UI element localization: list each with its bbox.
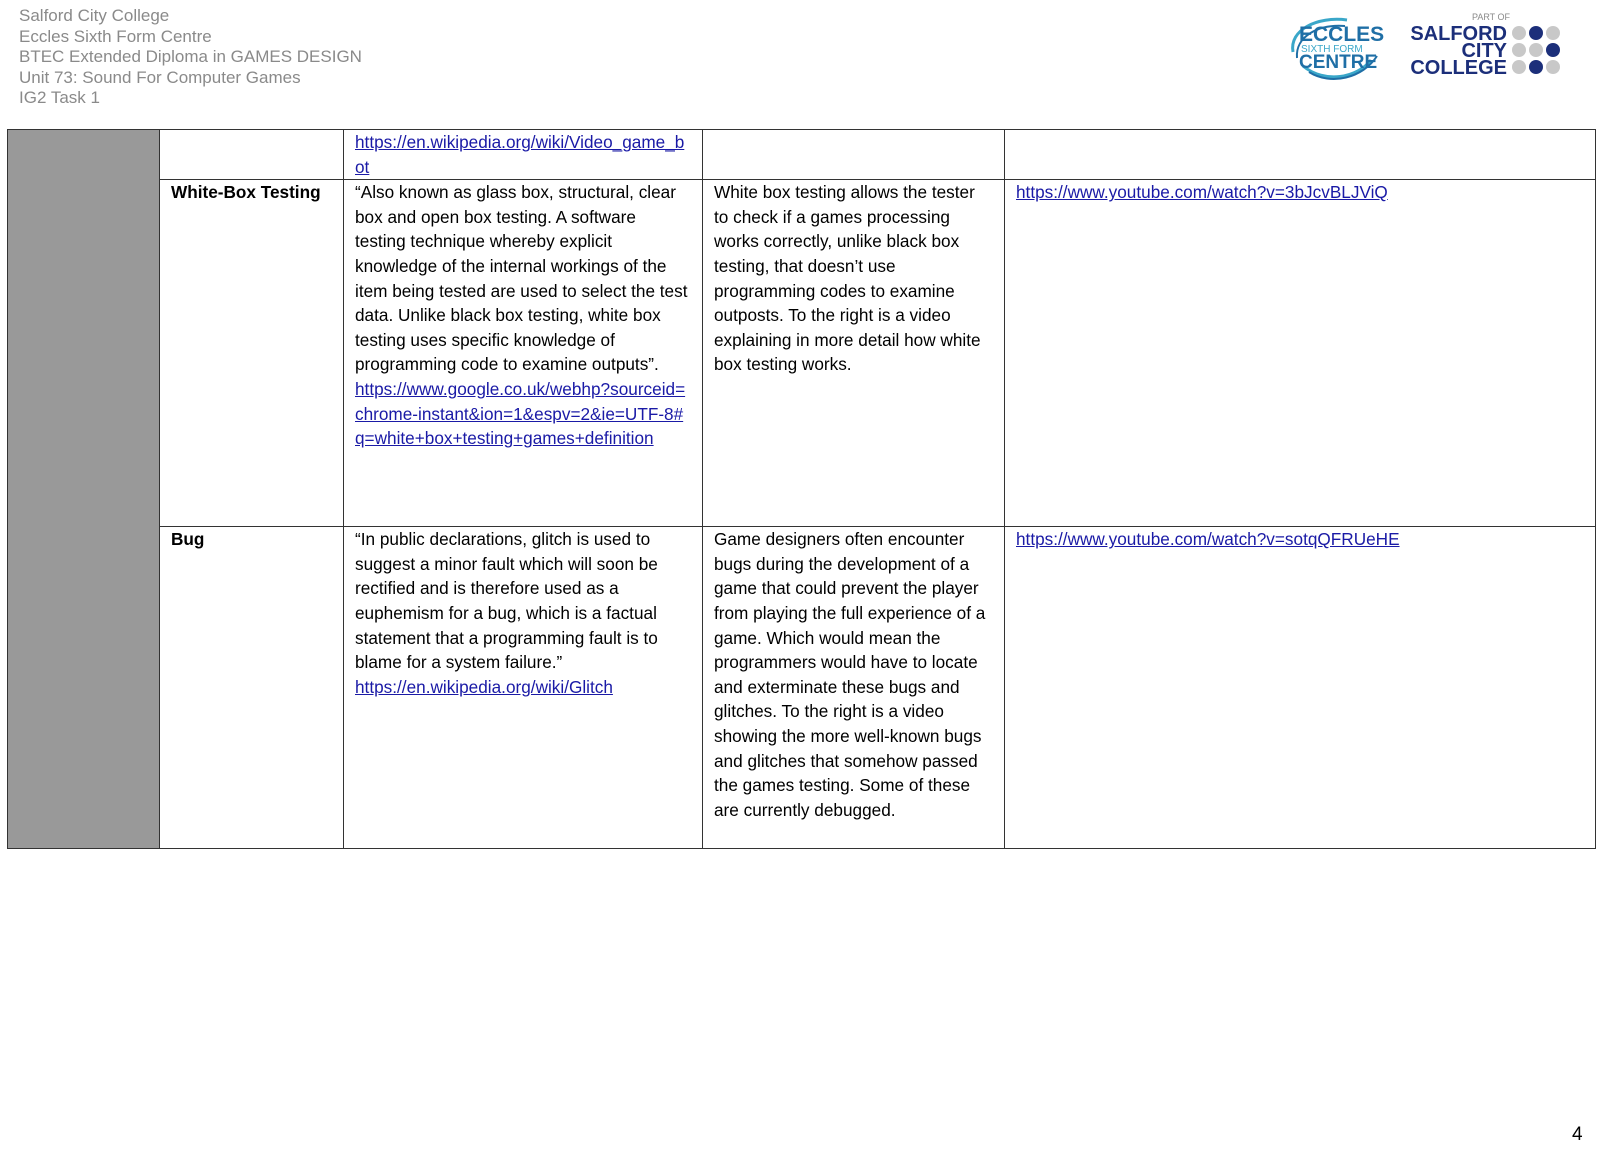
explanation-cell: Game designers often encounter bugs during the development of a game that could prevent the player from playing the full experience of a game. Which would mean the programmers would have to locate and exterminate these bugs and glitches. To the right is a video showing the more well-known bugs and glitches that somehow passed the games testing. Some of these are currently debugged. [703, 527, 1005, 849]
header-centre: Eccles Sixth Form Centre [19, 26, 212, 46]
definition-cell [344, 180, 703, 527]
salford-logo-part-of: PART OF [1471, 12, 1511, 22]
definition-cell [344, 130, 703, 180]
eccles-logo-line2: SIXTH FORM [1301, 44, 1363, 55]
term-cell: Bug [160, 527, 344, 849]
grey-category-column [8, 130, 160, 849]
youtube-video-link[interactable]: https://www.youtube.com/watch?v=3bJcvBLJViQ [1016, 182, 1388, 203]
testing-terms-table [7, 129, 1596, 849]
eccles-sixth-form-logo [1287, 14, 1383, 80]
page-number: 4 [1572, 1124, 1583, 1145]
video-cell [1005, 527, 1596, 849]
definition-quote: “In public declarations, glitch is used to suggest a minor fault which will soon be rectified and is therefore used as a euphemism for a bug, which is a factual statement that a programming fault is to blame for a system failure.” [355, 529, 658, 673]
definition-quote: “Also known as glass box, structural, clear box and open box testing. A software testing technique whereby explicit knowledge of the internal workings of the item being tested are used to select the test data. Unlike black box testing, white box testing uses specific knowledge of programming code to examine outputs”. [355, 182, 688, 375]
salford-logo-line2: CITY [1461, 40, 1507, 62]
salford-logo-line3: COLLEGE [1410, 57, 1507, 79]
eccles-logo-line1: ECCLES [1299, 23, 1385, 46]
term-cell-empty [160, 130, 344, 180]
table-row [8, 180, 1596, 527]
video-cell [1005, 180, 1596, 527]
header-college: Salford City College [19, 6, 170, 25]
definition-source-link[interactable]: https://en.wikipedia.org/wiki/Glitch [355, 676, 613, 697]
table-row-continued [8, 130, 1596, 180]
header-course: BTEC Extended Diploma in GAMES DESIGN [19, 47, 362, 67]
table-row [8, 527, 1596, 849]
header-unit: Unit 73: Sound For Computer Games [19, 67, 301, 87]
header-task: IG2 Task 1 [19, 88, 100, 108]
explanation-cell: White box testing allows the tester to check if a games processing works correctly, unlike black box testing, that doesn’t use programming codes to examine outposts. To the right is a video explaining in more detail how white box testing works. [703, 180, 1005, 527]
salford-city-college-logo [1410, 10, 1575, 80]
definition-source-link[interactable]: https://www.google.co.uk/webhp?sourceid=chrome-instant&ion=1&espv=2&ie=UTF-8#q=white+box+testing+games+definition [355, 378, 686, 449]
salford-logo-line1: SALFORD [1410, 23, 1507, 45]
youtube-video-link[interactable]: https://www.youtube.com/watch?v=sotqQFRUeHE [1016, 529, 1400, 550]
video-cell-empty [1005, 130, 1596, 180]
definition-cell [344, 527, 703, 849]
explanation-cell-empty [703, 130, 1005, 180]
document-header [19, 6, 362, 109]
definition-link-video-game-bot[interactable]: https://en.wikipedia.org/wiki/Video_game_bot [355, 132, 685, 177]
term-cell: White-Box Testing [160, 180, 344, 527]
eccles-logo-line3: CENTRE [1299, 52, 1378, 73]
